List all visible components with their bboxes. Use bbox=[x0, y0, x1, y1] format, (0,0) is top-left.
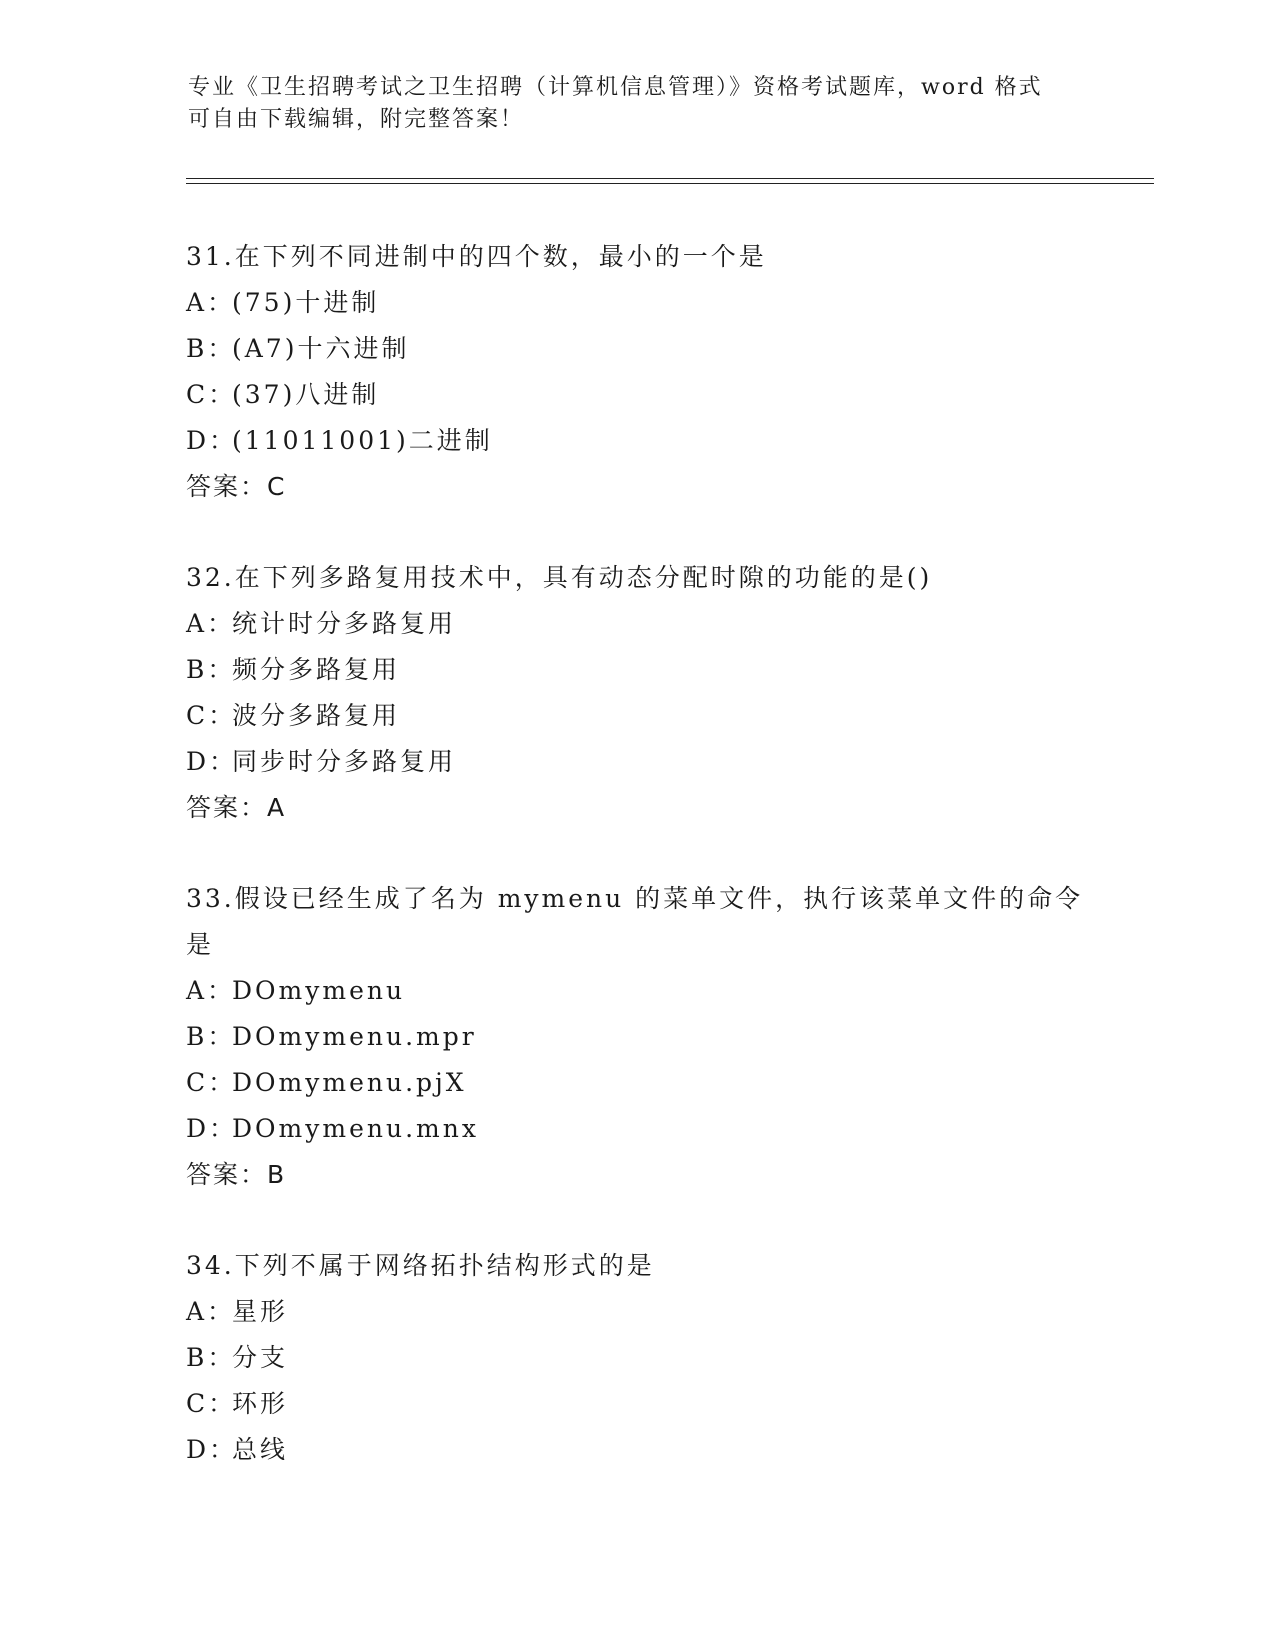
option-letter: B： bbox=[186, 1022, 236, 1051]
option-letter: A： bbox=[186, 976, 236, 1005]
option-letter: D： bbox=[186, 426, 238, 455]
answer-line: 答案：B bbox=[186, 1160, 287, 1189]
option-text: 频分多路复用 bbox=[232, 655, 401, 684]
question-32 bbox=[186, 555, 1086, 831]
question-stem: 32.在下列多路复用技术中，具有动态分配时隙的功能的是() bbox=[186, 563, 933, 592]
question-34 bbox=[186, 1243, 1086, 1473]
option-text: 统计时分多路复用 bbox=[232, 609, 457, 638]
option-a bbox=[186, 280, 1086, 326]
question-33 bbox=[186, 876, 1086, 1198]
option-text: 环形 bbox=[232, 1389, 289, 1418]
option-text: (75)十进制 bbox=[232, 288, 380, 317]
option-text: 星形 bbox=[232, 1297, 289, 1326]
answer-line: 答案：C bbox=[186, 472, 287, 501]
option-text: 分支 bbox=[232, 1343, 289, 1372]
option-c bbox=[186, 693, 1086, 739]
question-stem: 31.在下列不同进制中的四个数，最小的一个是 bbox=[186, 242, 767, 271]
option-a bbox=[186, 968, 1086, 1014]
option-c bbox=[186, 1060, 1086, 1106]
question-stem: 33.假设已经生成了名为 mymenu 的菜单文件，执行该菜单文件的命令是 bbox=[186, 884, 1084, 959]
option-b bbox=[186, 1014, 1086, 1060]
option-letter: C： bbox=[186, 1068, 237, 1097]
option-c bbox=[186, 1381, 1086, 1427]
document-header bbox=[188, 72, 1088, 136]
question-list bbox=[186, 234, 1086, 1518]
option-b bbox=[186, 1335, 1086, 1381]
question-31 bbox=[186, 234, 1086, 510]
header-divider bbox=[186, 178, 1154, 184]
option-d bbox=[186, 418, 1086, 464]
option-text: DOmymenu.pjX bbox=[232, 1068, 467, 1097]
option-letter: B： bbox=[186, 655, 236, 684]
option-text: 总线 bbox=[232, 1435, 289, 1464]
option-letter: C： bbox=[186, 701, 237, 730]
option-a bbox=[186, 1289, 1086, 1335]
option-b bbox=[186, 326, 1086, 372]
option-d bbox=[186, 1106, 1086, 1152]
answer-line: 答案：A bbox=[186, 793, 287, 822]
option-c bbox=[186, 372, 1086, 418]
option-text: (37)八进制 bbox=[232, 380, 380, 409]
option-text: (A7)十六进制 bbox=[232, 334, 410, 363]
option-letter: D： bbox=[186, 1114, 238, 1143]
option-text: (11011001)二进制 bbox=[232, 426, 493, 455]
option-text: DOmymenu.mnx bbox=[232, 1114, 479, 1143]
option-letter: A： bbox=[186, 609, 236, 638]
option-a bbox=[186, 601, 1086, 647]
question-stem: 34.下列不属于网络拓扑结构形式的是 bbox=[186, 1251, 655, 1280]
option-text: 同步时分多路复用 bbox=[232, 747, 457, 776]
option-text: 波分多路复用 bbox=[232, 701, 401, 730]
option-letter: B： bbox=[186, 1343, 236, 1372]
option-letter: B： bbox=[186, 334, 236, 363]
header-line-1: 专业《卫生招聘考试之卫生招聘（计算机信息管理）》资格考试题库，word 格式 bbox=[188, 75, 1043, 100]
option-d bbox=[186, 739, 1086, 785]
header-line-2: 可自由下载编辑，附完整答案！ bbox=[188, 107, 525, 132]
option-letter: D： bbox=[186, 1435, 238, 1464]
option-text: DOmymenu bbox=[232, 976, 406, 1005]
option-letter: C： bbox=[186, 1389, 237, 1418]
option-letter: A： bbox=[186, 288, 236, 317]
option-b bbox=[186, 647, 1086, 693]
option-letter: D： bbox=[186, 747, 238, 776]
option-d bbox=[186, 1427, 1086, 1473]
option-letter: A： bbox=[186, 1297, 236, 1326]
option-text: DOmymenu.mpr bbox=[232, 1022, 477, 1051]
option-letter: C： bbox=[186, 380, 237, 409]
